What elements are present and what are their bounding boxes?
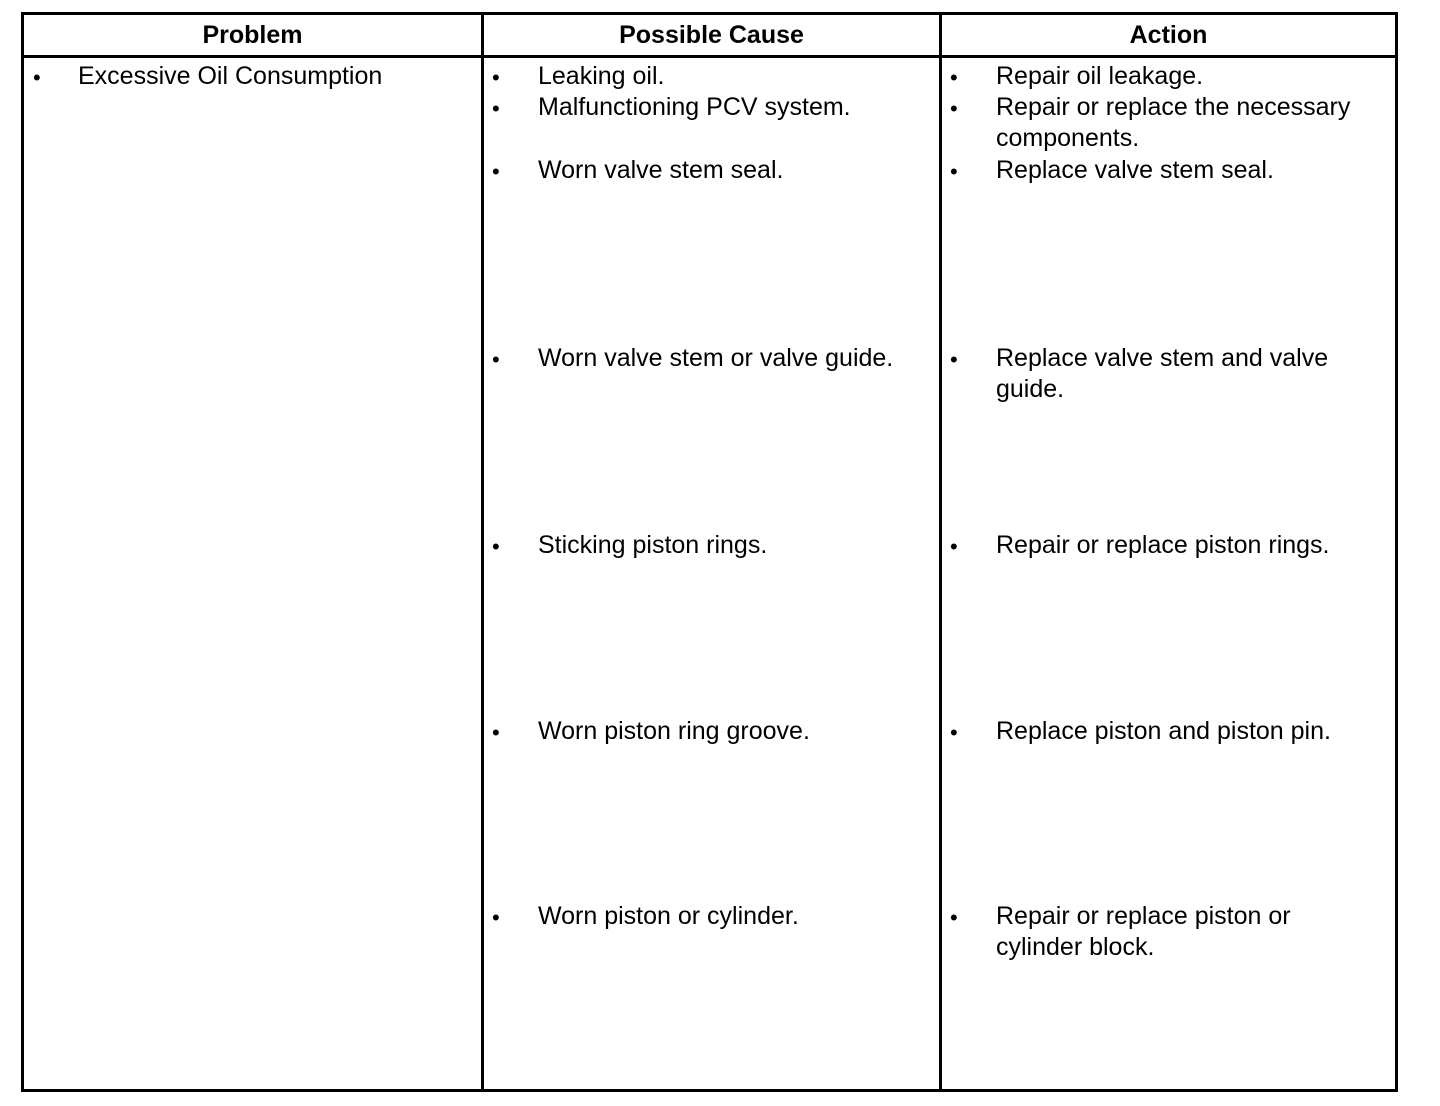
cause-item-4: Worn valve stem or valve guide. [538, 344, 894, 372]
action-item-3: Replace valve stem seal. [996, 156, 1274, 184]
cause-bullet-6: • [492, 720, 500, 745]
action-item-1: Repair oil leakage. [996, 62, 1204, 90]
action-bullet-3: • [950, 159, 958, 184]
action-item-2: Repair or replace the necessary components. [996, 93, 1351, 152]
action-bullet-6: • [950, 720, 958, 745]
cause-bullet-5: • [492, 534, 500, 559]
cause-item-2: Malfunctioning PCV system. [538, 93, 851, 121]
cause-item-6: Worn piston ring groove. [538, 717, 810, 745]
action-item-5: Repair or replace piston rings. [996, 531, 1330, 559]
header-divider [24, 55, 1395, 58]
problem-text: Excessive Oil Consumption [78, 62, 383, 90]
action-bullet-1: • [950, 65, 958, 90]
column-divider-1 [481, 15, 484, 1089]
action-bullet-7: • [950, 905, 958, 930]
action-item-7: Repair or replace piston or cylinder block. [996, 902, 1291, 961]
cause-item-1: Leaking oil. [538, 62, 665, 90]
action-bullet-2: • [950, 96, 958, 121]
cause-bullet-4: • [492, 347, 500, 372]
action-item-6: Replace piston and piston pin. [996, 717, 1331, 745]
header-problem: Problem [202, 20, 303, 49]
cause-bullet-3: • [492, 159, 500, 184]
header-action: Action [1129, 20, 1208, 49]
problem-bullet: • [33, 65, 41, 90]
action-bullet-4: • [950, 347, 958, 372]
cause-bullet-1: • [492, 65, 500, 90]
action-item-4: Replace valve stem and valve guide. [996, 344, 1329, 403]
cause-item-7: Worn piston or cylinder. [538, 902, 799, 930]
column-divider-2 [939, 15, 942, 1089]
action-bullet-5: • [950, 534, 958, 559]
troubleshooting-table [21, 12, 1398, 1092]
cause-bullet-2: • [492, 96, 500, 121]
cause-item-3: Worn valve stem seal. [538, 156, 784, 184]
cause-bullet-7: • [492, 905, 500, 930]
header-possible-cause: Possible Cause [619, 20, 804, 49]
cause-item-5: Sticking piston rings. [538, 531, 768, 559]
